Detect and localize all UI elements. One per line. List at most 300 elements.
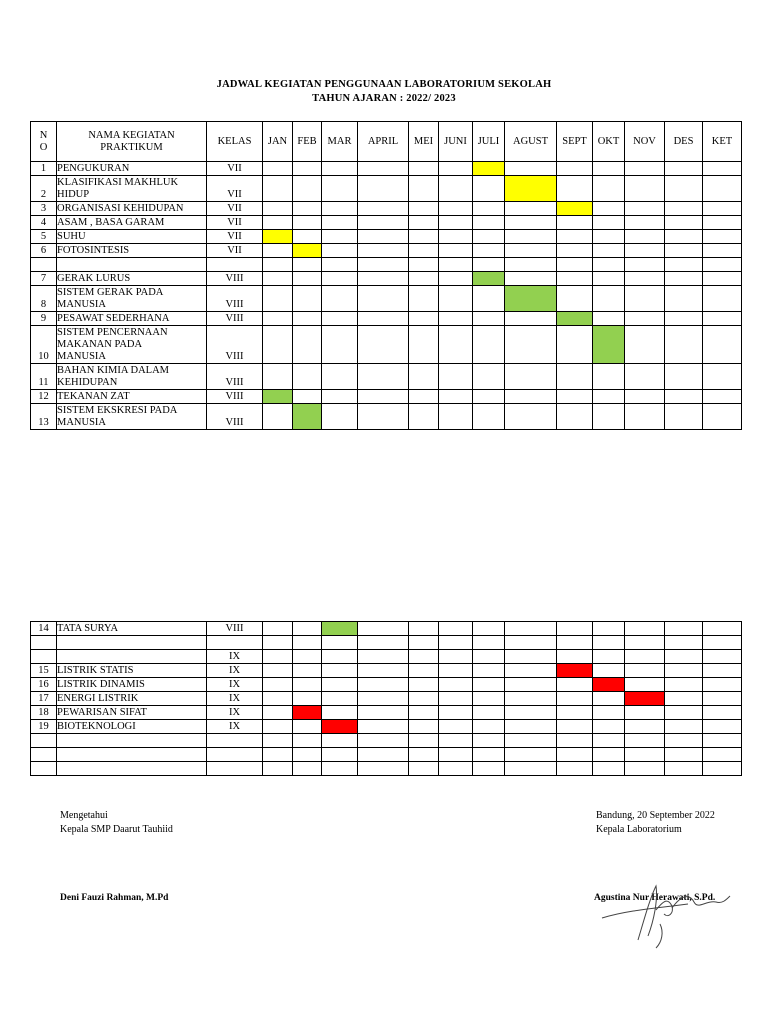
- month-cell: [439, 748, 473, 762]
- ket-cell: [703, 734, 742, 748]
- month-cell: [263, 244, 293, 258]
- month-cell: [409, 230, 439, 244]
- month-cell: [293, 230, 322, 244]
- month-cell: [293, 664, 322, 678]
- month-cell: [593, 312, 625, 326]
- class-level: VII: [207, 244, 263, 258]
- month-cell: [358, 748, 409, 762]
- month-cell: [322, 692, 358, 706]
- month-cell: [409, 748, 439, 762]
- month-cell: [322, 244, 358, 258]
- month-cell: [473, 678, 505, 692]
- table-row: [31, 390, 742, 404]
- col-header-month: SEPT: [557, 122, 593, 162]
- month-cell: [358, 650, 409, 664]
- month-cell: [322, 650, 358, 664]
- month-cell: [625, 216, 665, 230]
- month-cell: [473, 326, 505, 364]
- table-row: [31, 244, 742, 258]
- month-cell: [358, 720, 409, 734]
- month-cell: [293, 678, 322, 692]
- month-cell: [263, 734, 293, 748]
- month-cell: [473, 720, 505, 734]
- activity-name: BIOTEKNOLOGI: [57, 720, 207, 734]
- month-cell: [665, 678, 703, 692]
- month-cell: [625, 364, 665, 390]
- month-cell: [409, 664, 439, 678]
- scheduled-month-cell: [473, 162, 505, 176]
- month-cell: [439, 230, 473, 244]
- month-cell: [593, 230, 625, 244]
- month-cell: [625, 734, 665, 748]
- activity-name: PENGUKURAN: [57, 162, 207, 176]
- footer-left: [60, 809, 173, 837]
- month-cell: [322, 326, 358, 364]
- activity-name: ASAM , BASA GARAM: [57, 216, 207, 230]
- class-level: VIII: [207, 364, 263, 390]
- table-row: [31, 258, 742, 272]
- scheduled-month-cell: [293, 706, 322, 720]
- month-cell: [665, 176, 703, 202]
- month-cell: [439, 162, 473, 176]
- class-level: VIII: [207, 404, 263, 430]
- month-cell: [439, 272, 473, 286]
- month-cell: [505, 664, 557, 678]
- footer-left-line2: Kepala SMP Daarut Tauhiid: [60, 824, 173, 835]
- ket-cell: [703, 664, 742, 678]
- month-cell: [409, 762, 439, 776]
- activity-name: GERAK LURUS: [57, 272, 207, 286]
- month-cell: [665, 706, 703, 720]
- month-cell: [263, 706, 293, 720]
- month-cell: [505, 650, 557, 664]
- month-cell: [263, 272, 293, 286]
- month-cell: [625, 162, 665, 176]
- col-header-no: N O: [31, 122, 57, 162]
- month-cell: [593, 272, 625, 286]
- month-cell: [557, 706, 593, 720]
- table-row: [31, 326, 742, 364]
- class-level: [207, 734, 263, 748]
- month-cell: [439, 312, 473, 326]
- month-cell: [439, 720, 473, 734]
- month-cell: [505, 312, 557, 326]
- month-cell: [557, 692, 593, 706]
- month-cell: [625, 312, 665, 326]
- month-cell: [263, 636, 293, 650]
- month-cell: [439, 636, 473, 650]
- month-cell: [665, 664, 703, 678]
- month-cell: [322, 202, 358, 216]
- col-header-kelas: KELAS: [207, 122, 263, 162]
- month-cell: [409, 286, 439, 312]
- month-cell: [409, 678, 439, 692]
- row-number: 7: [31, 272, 57, 286]
- month-cell: [505, 390, 557, 404]
- table-row: [31, 176, 742, 202]
- activity-name: LISTRIK DINAMIS: [57, 678, 207, 692]
- activity-name: KLASIFIKASI MAKHLUK HIDUP: [57, 176, 207, 202]
- month-cell: [263, 692, 293, 706]
- ket-cell: [703, 244, 742, 258]
- month-cell: [625, 622, 665, 636]
- month-cell: [293, 216, 322, 230]
- month-cell: [593, 162, 625, 176]
- month-cell: [505, 230, 557, 244]
- row-number: 18: [31, 706, 57, 720]
- month-cell: [665, 734, 703, 748]
- row-number: [31, 650, 57, 664]
- month-cell: [557, 404, 593, 430]
- month-cell: [557, 622, 593, 636]
- footer-right-line2: Kepala Laboratorium: [596, 824, 682, 835]
- month-cell: [358, 162, 409, 176]
- month-cell: [625, 272, 665, 286]
- month-cell: [322, 176, 358, 202]
- month-cell: [263, 650, 293, 664]
- table-row: [31, 216, 742, 230]
- schedule-table-1: [30, 121, 742, 430]
- activity-name: [57, 636, 207, 650]
- month-cell: [358, 404, 409, 430]
- activity-name: [57, 762, 207, 776]
- activity-name: SISTEM EKSKRESI PADA MANUSIA: [57, 404, 207, 430]
- month-cell: [263, 720, 293, 734]
- month-cell: [593, 762, 625, 776]
- row-number: 15: [31, 664, 57, 678]
- month-cell: [263, 622, 293, 636]
- row-number: 16: [31, 678, 57, 692]
- month-cell: [625, 706, 665, 720]
- month-cell: [263, 202, 293, 216]
- table-header-row: [31, 122, 742, 162]
- month-cell: [409, 404, 439, 430]
- month-cell: [593, 720, 625, 734]
- ket-cell: [703, 706, 742, 720]
- scheduled-month-cell: [625, 692, 665, 706]
- month-cell: [358, 364, 409, 390]
- month-cell: [358, 258, 409, 272]
- month-cell: [263, 258, 293, 272]
- month-cell: [665, 622, 703, 636]
- month-cell: [293, 692, 322, 706]
- row-number: 2: [31, 176, 57, 202]
- row-number: 10: [31, 326, 57, 364]
- month-cell: [409, 636, 439, 650]
- month-cell: [409, 216, 439, 230]
- month-cell: [439, 706, 473, 720]
- month-cell: [263, 162, 293, 176]
- month-cell: [358, 692, 409, 706]
- month-cell: [293, 364, 322, 390]
- document-title: JADWAL KEGIATAN PENGGUNAAN LABORATORIUM SEKOLAH: [216, 79, 552, 90]
- month-cell: [505, 748, 557, 762]
- ket-cell: [703, 216, 742, 230]
- scheduled-month-cell: [593, 326, 625, 364]
- row-number: [31, 258, 57, 272]
- month-cell: [293, 762, 322, 776]
- month-cell: [293, 748, 322, 762]
- month-cell: [293, 258, 322, 272]
- month-cell: [665, 162, 703, 176]
- month-cell: [358, 312, 409, 326]
- month-cell: [505, 720, 557, 734]
- month-cell: [293, 312, 322, 326]
- ket-cell: [703, 230, 742, 244]
- class-level: VIII: [207, 272, 263, 286]
- table-row: [31, 272, 742, 286]
- month-cell: [322, 230, 358, 244]
- month-cell: [557, 636, 593, 650]
- ket-cell: [703, 678, 742, 692]
- ket-cell: [703, 720, 742, 734]
- class-level: [207, 258, 263, 272]
- month-cell: [593, 650, 625, 664]
- month-cell: [593, 364, 625, 390]
- ket-cell: [703, 622, 742, 636]
- month-cell: [557, 650, 593, 664]
- month-cell: [625, 230, 665, 244]
- month-cell: [593, 258, 625, 272]
- month-cell: [473, 244, 505, 258]
- month-cell: [322, 258, 358, 272]
- month-cell: [665, 258, 703, 272]
- month-cell: [409, 692, 439, 706]
- month-cell: [263, 664, 293, 678]
- month-cell: [409, 326, 439, 364]
- month-cell: [473, 312, 505, 326]
- class-level: [207, 748, 263, 762]
- month-cell: [505, 162, 557, 176]
- activity-name: SISTEM PENCERNAAN MAKANAN PADA MANUSIA: [57, 326, 207, 364]
- class-level: VIII: [207, 312, 263, 326]
- month-cell: [557, 230, 593, 244]
- month-cell: [665, 286, 703, 312]
- footer-right: [596, 809, 715, 837]
- col-header-month: JULI: [473, 122, 505, 162]
- class-level: [207, 762, 263, 776]
- month-cell: [358, 216, 409, 230]
- row-number: [31, 762, 57, 776]
- table-row: [31, 650, 742, 664]
- month-cell: [665, 636, 703, 650]
- month-cell: [625, 650, 665, 664]
- month-cell: [263, 176, 293, 202]
- month-cell: [505, 622, 557, 636]
- class-level: IX: [207, 692, 263, 706]
- month-cell: [293, 720, 322, 734]
- col-header-month: APRIL: [358, 122, 409, 162]
- month-cell: [473, 762, 505, 776]
- month-cell: [557, 162, 593, 176]
- month-cell: [358, 678, 409, 692]
- month-cell: [322, 678, 358, 692]
- col-header-month: MAR: [322, 122, 358, 162]
- class-level: VIII: [207, 286, 263, 312]
- row-number: 9: [31, 312, 57, 326]
- month-cell: [557, 176, 593, 202]
- activity-name: TEKANAN ZAT: [57, 390, 207, 404]
- table-row: [31, 734, 742, 748]
- ket-cell: [703, 762, 742, 776]
- month-cell: [593, 216, 625, 230]
- month-cell: [557, 244, 593, 258]
- month-cell: [665, 326, 703, 364]
- month-cell: [409, 162, 439, 176]
- month-cell: [439, 244, 473, 258]
- month-cell: [322, 734, 358, 748]
- month-cell: [473, 364, 505, 390]
- month-cell: [358, 622, 409, 636]
- month-cell: [293, 636, 322, 650]
- month-cell: [473, 748, 505, 762]
- month-cell: [358, 664, 409, 678]
- month-cell: [557, 678, 593, 692]
- month-cell: [263, 748, 293, 762]
- ket-cell: [703, 162, 742, 176]
- month-cell: [625, 326, 665, 364]
- month-cell: [439, 664, 473, 678]
- month-cell: [263, 364, 293, 390]
- month-cell: [625, 664, 665, 678]
- month-cell: [358, 390, 409, 404]
- month-cell: [322, 404, 358, 430]
- ket-cell: [703, 364, 742, 390]
- month-cell: [665, 404, 703, 430]
- month-cell: [505, 706, 557, 720]
- col-header-month: OKT: [593, 122, 625, 162]
- month-cell: [293, 286, 322, 312]
- month-cell: [322, 364, 358, 390]
- scheduled-month-cell: [322, 622, 358, 636]
- month-cell: [505, 258, 557, 272]
- class-level: VIII: [207, 622, 263, 636]
- ket-cell: [703, 312, 742, 326]
- ket-cell: [703, 202, 742, 216]
- month-cell: [665, 202, 703, 216]
- month-cell: [409, 272, 439, 286]
- month-cell: [439, 734, 473, 748]
- month-cell: [557, 258, 593, 272]
- month-cell: [505, 762, 557, 776]
- activity-name: TATA SURYA: [57, 622, 207, 636]
- month-cell: [505, 404, 557, 430]
- month-cell: [409, 312, 439, 326]
- month-cell: [557, 364, 593, 390]
- month-cell: [593, 202, 625, 216]
- month-cell: [322, 162, 358, 176]
- month-cell: [439, 622, 473, 636]
- row-number: 14: [31, 622, 57, 636]
- activity-name: [57, 258, 207, 272]
- table-row: [31, 622, 742, 636]
- col-header-name: NAMA KEGIATAN PRAKTIKUM: [57, 122, 207, 162]
- ket-cell: [703, 650, 742, 664]
- month-cell: [665, 692, 703, 706]
- month-cell: [322, 636, 358, 650]
- month-cell: [358, 706, 409, 720]
- table-row: [31, 162, 742, 176]
- scheduled-month-cell: [557, 312, 593, 326]
- month-cell: [358, 272, 409, 286]
- month-cell: [439, 762, 473, 776]
- month-cell: [625, 636, 665, 650]
- month-cell: [665, 312, 703, 326]
- month-cell: [593, 636, 625, 650]
- month-cell: [439, 286, 473, 312]
- row-number: 19: [31, 720, 57, 734]
- table-row: [31, 762, 742, 776]
- month-cell: [625, 286, 665, 312]
- month-cell: [293, 202, 322, 216]
- row-number: 1: [31, 162, 57, 176]
- scheduled-month-cell: [322, 720, 358, 734]
- row-number: [31, 734, 57, 748]
- ket-cell: [703, 286, 742, 312]
- month-cell: [505, 202, 557, 216]
- month-cell: [557, 286, 593, 312]
- month-cell: [473, 636, 505, 650]
- month-cell: [625, 390, 665, 404]
- activity-name: FOTOSINTESIS: [57, 244, 207, 258]
- table-row: [31, 678, 742, 692]
- month-cell: [557, 390, 593, 404]
- class-level: VII: [207, 176, 263, 202]
- scheduled-month-cell: [557, 202, 593, 216]
- scheduled-month-cell: [473, 272, 505, 286]
- month-cell: [293, 272, 322, 286]
- activity-name: ORGANISASI KEHIDUPAN: [57, 202, 207, 216]
- month-cell: [625, 678, 665, 692]
- ket-cell: [703, 748, 742, 762]
- month-cell: [505, 244, 557, 258]
- month-cell: [557, 720, 593, 734]
- table-row: [31, 748, 742, 762]
- document-subtitle: TAHUN AJARAN : 2022/ 2023: [312, 93, 456, 104]
- month-cell: [557, 734, 593, 748]
- activity-name: BAHAN KIMIA DALAM KEHIDUPAN: [57, 364, 207, 390]
- col-header-month: JAN: [263, 122, 293, 162]
- footer-right-line1: Bandung, 20 September 2022: [596, 810, 715, 821]
- ket-cell: [703, 390, 742, 404]
- row-number: 5: [31, 230, 57, 244]
- month-cell: [263, 216, 293, 230]
- month-cell: [473, 258, 505, 272]
- month-cell: [263, 326, 293, 364]
- month-cell: [358, 762, 409, 776]
- month-cell: [593, 286, 625, 312]
- activity-name: [57, 734, 207, 748]
- table-row: [31, 364, 742, 390]
- month-cell: [505, 216, 557, 230]
- month-cell: [593, 664, 625, 678]
- month-cell: [505, 326, 557, 364]
- month-cell: [322, 272, 358, 286]
- activity-name: [57, 650, 207, 664]
- ket-cell: [703, 636, 742, 650]
- table-row: [31, 404, 742, 430]
- month-cell: [409, 650, 439, 664]
- month-cell: [263, 286, 293, 312]
- month-cell: [263, 312, 293, 326]
- month-cell: [593, 706, 625, 720]
- scheduled-month-cell: [505, 176, 557, 202]
- row-number: [31, 748, 57, 762]
- month-cell: [473, 664, 505, 678]
- month-cell: [505, 734, 557, 748]
- scheduled-month-cell: [293, 404, 322, 430]
- activity-name: [57, 748, 207, 762]
